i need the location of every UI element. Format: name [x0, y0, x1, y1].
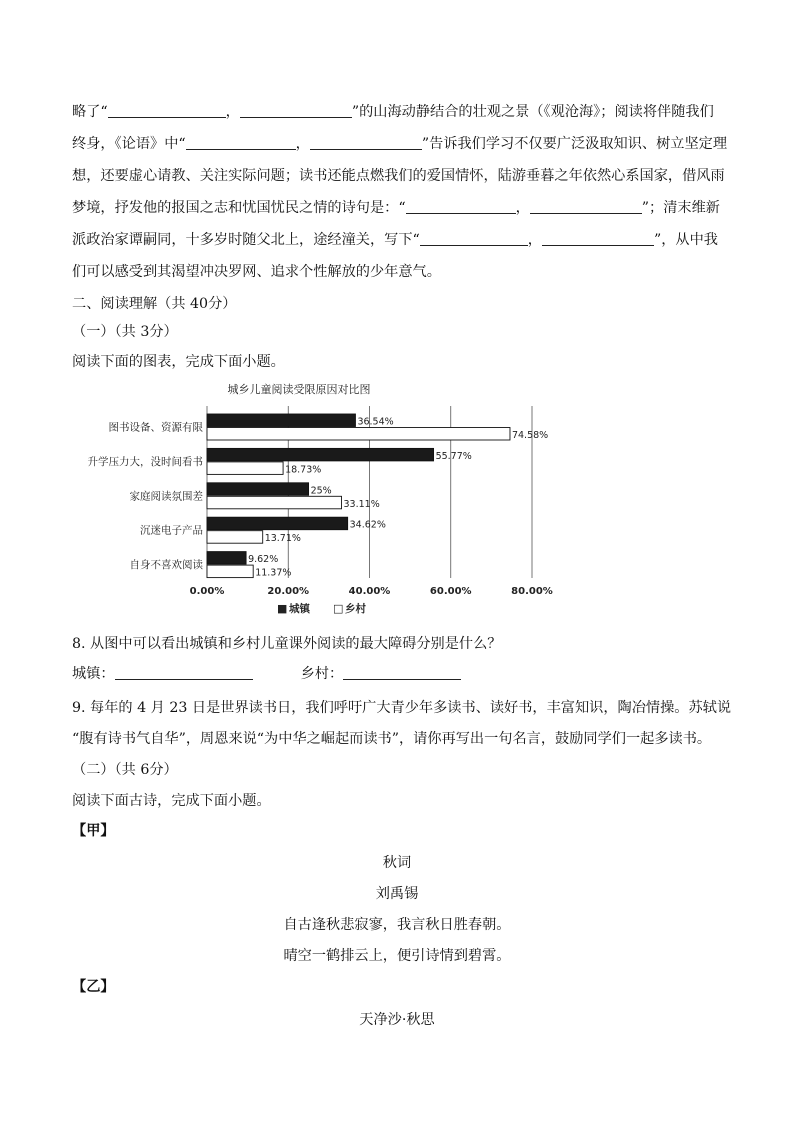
- fill-text: 略了“: [72, 104, 108, 120]
- poem-line-1: 自古逢秋悲寂寥，我言秋日胜春朝。: [283, 917, 511, 933]
- village-bar: [207, 496, 342, 509]
- fill-text: ”，从中我: [653, 232, 718, 248]
- village-bar: [207, 565, 253, 578]
- fill-text: 派政治家谭嗣同，十多岁时随父北上，途经潼关，写下“: [72, 232, 420, 248]
- town-bar: [207, 517, 348, 530]
- data-label: 34.62%: [349, 519, 386, 531]
- x-tick-label: 40.00%: [348, 586, 391, 597]
- town-bar: [207, 448, 434, 461]
- question-8-answer-row: [72, 664, 722, 684]
- fill-text: ”；清末维新: [641, 200, 720, 216]
- section-title: 二、阅读理解（共 40分）: [72, 296, 237, 312]
- data-label: 74.58%: [511, 430, 549, 441]
- village-bar: [207, 428, 510, 441]
- answer-blank[interactable]: [406, 199, 516, 214]
- part-instruction: 阅读下面古诗，完成下面小题。: [72, 793, 271, 809]
- part-title: （一）（共 3分）: [72, 324, 178, 340]
- data-label: 13.71%: [264, 533, 301, 545]
- x-tick-label: 20.00%: [267, 586, 310, 597]
- poem-line-2: 晴空一鹤排云上，便引诗情到碧霄。: [283, 948, 511, 964]
- fill-line-2: [72, 134, 728, 154]
- bar-chart: [72, 378, 592, 618]
- data-label: 36.54%: [357, 416, 394, 428]
- village-label: 乡村：: [300, 666, 344, 682]
- legend-label: 城镇: [289, 603, 310, 615]
- answer-blank[interactable]: [420, 231, 528, 246]
- town-bar: [207, 552, 246, 565]
- fill-line-6: 们可以感受到其渴望冲决罗网、追求个性解放的少年意气。: [72, 264, 441, 280]
- town-answer-blank[interactable]: [115, 665, 253, 680]
- fill-line-5: [72, 230, 722, 250]
- fill-line-3: 想，还要虚心请教、关注实际问题；读书还能点燃我们的爱国情怀，陆游垂暮之年依然心系国家，借风雨: [72, 168, 725, 184]
- part-instruction: 阅读下面的图表，完成下面小题。: [72, 354, 285, 370]
- question-9-line-1: 9. 每年的 4 月 23 日是世界读书日，我们呼吁广大青少年多读书、读好书，丰富知识，陶冶情操。苏轼说: [72, 700, 732, 716]
- question-9-line-2: “腹有诗书气自华”，周恩来说“为中华之崛起而读书”，请你再写出一句名言，鼓励同学们一起多读书。: [72, 731, 712, 747]
- answer-blank[interactable]: [186, 135, 296, 150]
- village-answer-blank[interactable]: [343, 665, 461, 680]
- poem-title: 秋词: [382, 855, 412, 871]
- answer-blank[interactable]: [108, 103, 226, 118]
- data-label: 9.62%: [248, 554, 279, 566]
- x-tick-label: 60.00%: [429, 586, 472, 597]
- village-bar: [207, 531, 263, 544]
- legend-marker-filled: ■: [277, 602, 288, 615]
- fill-text: 梦境，抒发他的报国之志和忧国忧民之情的诗句是：“: [72, 200, 406, 216]
- fill-text: ，: [515, 200, 530, 216]
- poem-marker-jia: 【甲】: [72, 823, 115, 839]
- fill-line-1: [72, 102, 722, 122]
- fill-text: ，: [225, 104, 240, 120]
- legend-marker-empty: □: [333, 602, 344, 615]
- answer-blank[interactable]: [530, 199, 642, 214]
- poem-marker-yi: 【乙】: [72, 979, 115, 995]
- x-tick-label: 80.00%: [511, 586, 553, 597]
- fill-text: ”告诉我们学习不仅要广泛汲取知识、树立坚定理: [421, 136, 728, 152]
- fill-text: ，: [295, 136, 310, 152]
- poem-author: 刘禹锡: [375, 886, 419, 902]
- answer-blank[interactable]: [310, 135, 422, 150]
- fill-line-4: [72, 198, 722, 218]
- fill-text: ，: [527, 232, 542, 248]
- x-tick-label: 0.00%: [189, 586, 225, 597]
- category-label: 自身不喜欢阅读: [129, 559, 203, 572]
- data-label: 33.11%: [343, 498, 380, 510]
- fill-text: 终身，《论语》中“: [72, 136, 186, 152]
- answer-blank[interactable]: [542, 231, 654, 246]
- town-bar: [207, 414, 355, 427]
- legend-label: 乡村: [345, 603, 366, 615]
- town-label: 城镇：: [72, 666, 115, 682]
- village-bar: [207, 462, 283, 475]
- category-label: 沉迷电子产品: [140, 524, 203, 537]
- answer-blank[interactable]: [240, 103, 352, 118]
- fill-text: ”的山海动静结合的壮观之景（《观沧海》；阅读将伴随我们: [351, 104, 714, 120]
- data-label: 55.77%: [435, 450, 472, 462]
- town-bar: [207, 483, 309, 496]
- category-label: 升学压力大，没时间看书: [87, 455, 203, 468]
- data-label: 11.37%: [255, 567, 292, 579]
- category-label: 家庭阅读氛围差: [129, 490, 203, 503]
- part-title: （二）（共 6分）: [72, 762, 178, 778]
- category-label: 图书设备、资源有限: [108, 421, 203, 434]
- chart-title: 城乡儿童阅读受限原因对比图: [227, 383, 371, 396]
- data-label: 25%: [310, 485, 332, 497]
- question-8: 8. 从图中可以看出城镇和乡村儿童课外阅读的最大障碍分别是什么？: [72, 636, 502, 652]
- data-label: 18.73%: [285, 464, 322, 476]
- poem-title: 天净沙·秋思: [359, 1012, 435, 1028]
